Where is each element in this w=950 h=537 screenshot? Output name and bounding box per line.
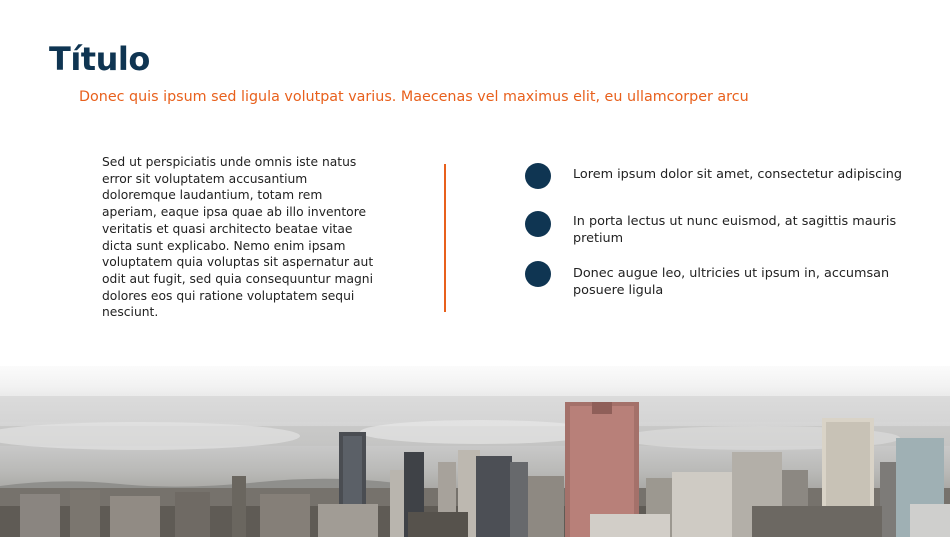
slide-subtitle: Donec quis ipsum sed ligula volutpat varius. Maecenas vel maximus elit, eu ullamcorper arcu bbox=[79, 89, 749, 105]
bullet-dot-icon bbox=[525, 163, 551, 189]
vertical-divider bbox=[444, 164, 446, 312]
slide-title: Título bbox=[49, 40, 150, 78]
skyline-illustration bbox=[0, 366, 950, 537]
bullet-dot-icon bbox=[525, 211, 551, 237]
body-paragraph: Sed ut perspiciatis unde omnis iste natus error sit voluptatem accusantium doloremque laudantium, totam rem aperiam, eaque ipsa quae ab illo inventore veritatis et quasi architecto beatae vitae dicta sunt explicabo. Nemo enim ipsam voluptatem quia voluptas sit aspernatur aut odit aut fugit, sed quia consequuntur magni dolores eos qui ratione voluptatem sequi nesciunt. bbox=[102, 155, 374, 320]
bullet-item: Lorem ipsum dolor sit amet, consectetur adipiscing bbox=[573, 167, 903, 182]
city-skyline-photo bbox=[0, 366, 950, 537]
bullet-item: In porta lectus ut nunc euismod, at sagittis mauris pretium bbox=[573, 214, 897, 246]
bullet-list bbox=[525, 0, 925, 330]
bullet-dot-icon bbox=[525, 261, 551, 287]
bullet-item: Donec augue leo, ultricies ut ipsum in, accumsan posuere ligula bbox=[573, 266, 890, 298]
